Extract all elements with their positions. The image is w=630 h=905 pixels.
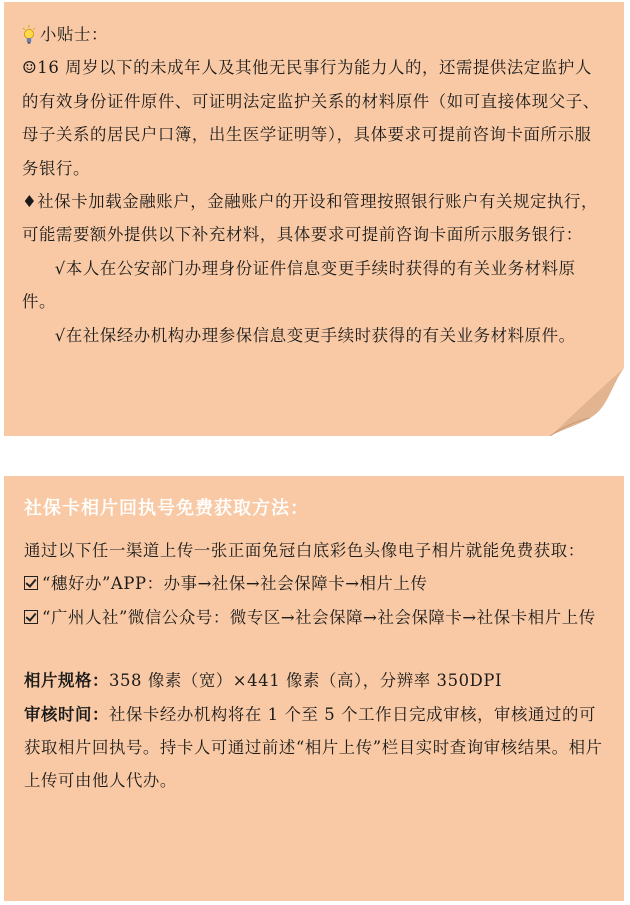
photo-intro: 通过以下任一渠道上传一张正面免冠白底彩色头像电子相片就能免费获取： bbox=[24, 541, 585, 560]
checkbox-checked-icon bbox=[24, 610, 38, 624]
channel-suihaoban-text: “穗好办”APP：办事→社保→社会保障卡→相片上传 bbox=[42, 574, 428, 594]
review-time-value: 社保卡经办机构将在 1 个至 5 个工作日完成审核，审核通过的可获取相片回执号。持卡人可通过前述“相片上传”栏目实时查询审核结果。相片上传可由他人代办。 bbox=[24, 704, 603, 791]
review-time bbox=[24, 698, 610, 798]
photo-spec-label: 相片规格： bbox=[24, 671, 109, 691]
checkbox-checked-icon bbox=[24, 576, 38, 590]
tips-minor-guardian: ☺16 周岁以下的未成年人及其他无民事行为能力人的，还需提供法定监护人的有效身份证件原件、可证明法定监护关系的材料原件（如可直接体现父子、母子关系的居民户口簿，出生医学证明等），具体要求可提前咨询卡面所示服务银行。 bbox=[22, 58, 600, 178]
lightbulb-icon bbox=[22, 25, 36, 45]
photo-receipt-content bbox=[24, 534, 610, 798]
review-time-label: 审核时间： bbox=[24, 704, 109, 724]
channel-wechat bbox=[24, 601, 610, 634]
photo-spec-value: 358 像素（宽）×441 像素（高），分辨率 350DPI bbox=[108, 671, 503, 691]
page-curl-decoration bbox=[550, 368, 624, 436]
photo-receipt-card bbox=[4, 476, 624, 901]
channel-suihaoban bbox=[24, 567, 610, 600]
tips-heading: 小贴士： bbox=[40, 25, 108, 44]
tips-financial-account: ♦社保卡加载金融账户，金融账户的开设和管理按照银行账户有关规定执行，可能需要额外提供以下补充材料，具体要求可提前咨询卡面所示服务银行： bbox=[22, 192, 598, 245]
tips-item-police: √本人在公安部门办理身份证件信息变更手续时获得的有关业务材料原件。 bbox=[22, 258, 576, 312]
tips-content bbox=[22, 18, 608, 352]
channel-wechat-text: “广州人社”微信公众号：微专区→社会保障→社会保障卡→社保卡相片上传 bbox=[42, 607, 596, 627]
photo-receipt-title: 社保卡相片回执号免费获取方法： bbox=[24, 498, 309, 519]
photo-spec bbox=[24, 664, 610, 697]
tips-item-social-security: √在社保经办机构办理参保信息变更手续时获得的有关业务材料原件。 bbox=[54, 325, 576, 345]
